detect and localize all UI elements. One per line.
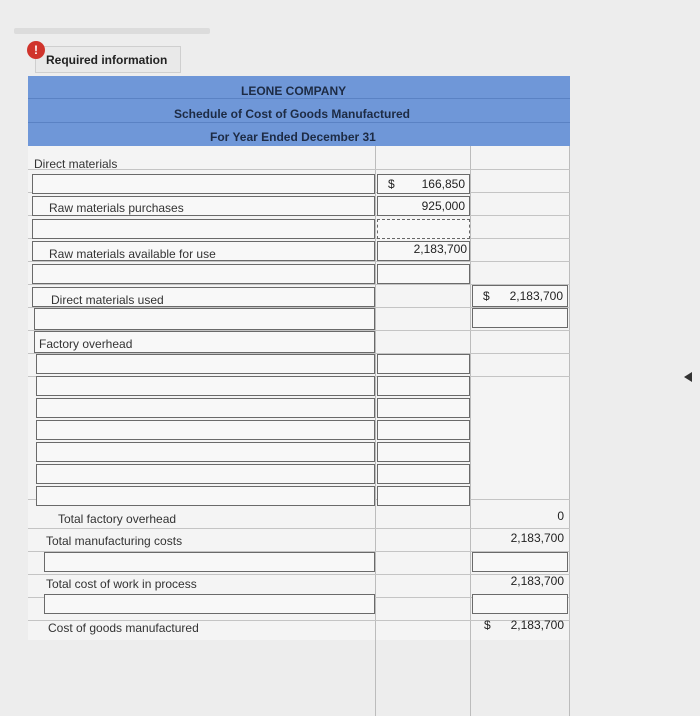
currency-symbol: $ [484, 618, 491, 632]
overhead-item-input[interactable] [377, 486, 470, 506]
direct-materials-label: Direct materials [34, 157, 118, 171]
schedule-title: Schedule of Cost of Goods Manufactured [174, 107, 411, 121]
overhead-item-label-input[interactable] [36, 464, 375, 484]
overhead-item-label-input[interactable] [36, 398, 375, 418]
dm-used-label: Direct materials used [51, 293, 164, 307]
beginning-wip-label-input[interactable] [44, 552, 375, 572]
beginning-raw-value: 166,850 [421, 177, 465, 191]
raw-available-row[interactable] [32, 241, 375, 261]
beginning-raw-label-input[interactable] [32, 174, 375, 194]
raw-purchases-input[interactable] [377, 196, 470, 216]
total-wip-value: 2,183,700 [510, 574, 564, 588]
blank-amount-input[interactable] [377, 219, 470, 239]
direct-labor-input[interactable] [472, 308, 568, 328]
factory-overhead-row [34, 331, 375, 353]
cogm-value: 2,183,700 [510, 618, 564, 632]
raw-available-input[interactable] [377, 241, 470, 261]
dm-used-value: 2,183,700 [509, 289, 563, 303]
schedule-header [28, 76, 570, 146]
overhead-item-label-input[interactable] [36, 354, 375, 374]
cursor-pointer-icon [684, 372, 692, 382]
total-manufacturing-label: Total manufacturing costs [46, 534, 183, 548]
factory-overhead-label: Factory overhead [39, 337, 133, 351]
overhead-item-label-input[interactable] [36, 486, 375, 506]
blank-row-input[interactable] [32, 219, 375, 239]
beginning-raw-input[interactable] [377, 174, 470, 194]
dm-used-input[interactable] [472, 285, 568, 307]
raw-available-label: Raw materials available for use [49, 247, 216, 261]
direct-labor-label-input[interactable] [34, 308, 375, 330]
currency-symbol: $ [388, 177, 395, 191]
raw-available-value: 2,183,700 [413, 242, 467, 256]
raw-purchases-value: 925,000 [421, 199, 465, 213]
ending-wip-label-input[interactable] [44, 594, 375, 614]
overhead-item-label-input[interactable] [36, 420, 375, 440]
schedule-period: For Year Ended December 31 [210, 130, 376, 144]
required-information-label: Required information [46, 53, 168, 67]
cogm-label: Cost of goods manufactured [48, 621, 199, 635]
ending-wip-input[interactable] [472, 594, 568, 614]
overhead-item-input[interactable] [377, 376, 470, 396]
top-bar [14, 28, 210, 34]
alert-icon: ! [27, 41, 45, 59]
raw-purchases-row[interactable] [32, 196, 375, 216]
overhead-item-input[interactable] [377, 398, 470, 418]
total-wip-label: Total cost of work in process [46, 577, 197, 591]
ending-raw-input[interactable] [377, 264, 470, 284]
total-overhead-label: Total factory overhead [58, 512, 177, 526]
raw-purchases-label: Raw materials purchases [49, 201, 184, 215]
overhead-item-input[interactable] [377, 464, 470, 484]
overhead-item-input[interactable] [377, 420, 470, 440]
company-name: LEONE COMPANY [241, 84, 347, 98]
beginning-wip-input[interactable] [472, 552, 568, 572]
total-manufacturing-value: 2,183,700 [510, 531, 564, 545]
overhead-item-label-input[interactable] [36, 442, 375, 462]
total-overhead-value: 0 [557, 509, 564, 523]
required-information-tab[interactable] [35, 46, 181, 73]
dm-used-row[interactable] [32, 287, 375, 307]
cogm-schedule [28, 76, 570, 640]
currency-symbol: $ [483, 289, 490, 303]
overhead-item-input[interactable] [377, 354, 470, 374]
overhead-item-label-input[interactable] [36, 376, 375, 396]
ending-raw-label-input[interactable] [32, 264, 375, 284]
overhead-item-input[interactable] [377, 442, 470, 462]
